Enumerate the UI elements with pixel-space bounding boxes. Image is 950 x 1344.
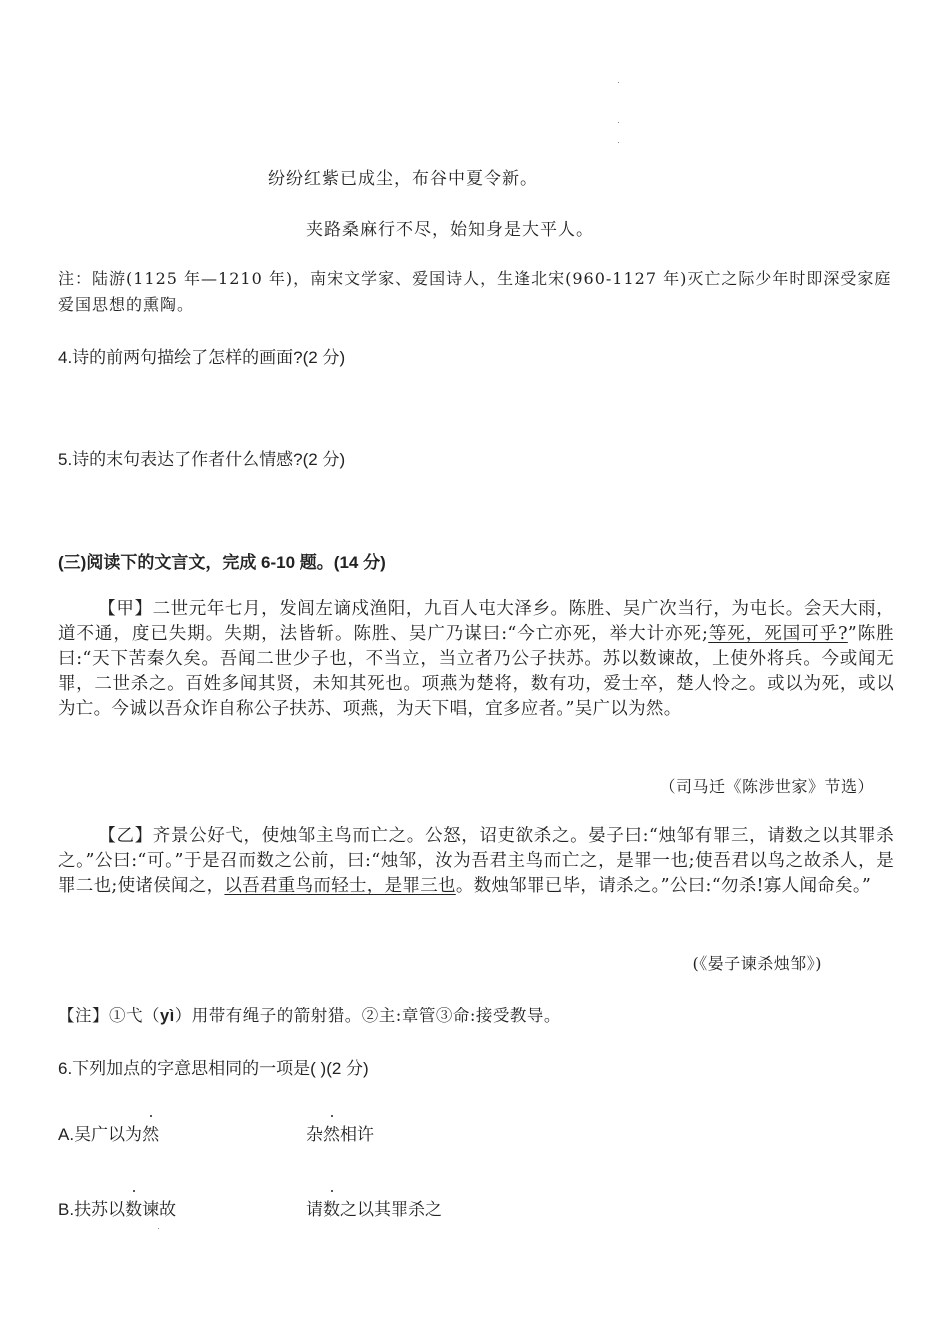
option-a-right-text-2: 相许 — [340, 1125, 374, 1144]
question-6: 6.下列加点的字意思相同的一项是( )(2 分) — [58, 1059, 369, 1078]
passage-yi — [58, 824, 894, 899]
option-a-left-text: 吴广以为 — [74, 1125, 143, 1144]
option-a[interactable] — [58, 1120, 159, 1145]
annotation-pinyin: yì — [160, 1007, 175, 1025]
passage-yi-underlined: 以吾君重鸟而轻士，是罪三也 — [224, 876, 456, 896]
scan-speck — [618, 142, 619, 143]
poem-line-1: 纷纷红紫已成尘，布谷中夏令新。 — [268, 169, 538, 189]
option-a-left-dotted-char: 然 — [142, 1120, 159, 1145]
poem-line-2: 夹路桑麻行不尽，始知身是大平人。 — [306, 220, 594, 240]
passage-jia-text-1: 【甲】二世元年七月，发闾左谪戍渔阳，九百人屯大泽乡。陈胜、吴广次当行，为屯长。会天大雨，道不通，度已失期。失期，法皆斩。陈胜、吴广乃谋曰:“今亡亦死，举大计亦死; — [58, 599, 894, 644]
option-a-right-text-1: 杂 — [306, 1125, 323, 1144]
option-b-right-text-2: 之以其罪杀之 — [340, 1200, 442, 1219]
option-b-label: B. — [58, 1200, 75, 1219]
annotation-suffix: ）用带有绳子的箭射猎。②主:章管③命:接受教导。 — [174, 1006, 561, 1025]
passage-yi-source: (《晏子谏杀烛邹》) — [692, 954, 822, 973]
passage-yi-text-2: 。数烛邹罪已毕，请杀之。”公曰:“勿杀!寡人闻命矣。” — [455, 876, 872, 896]
option-b-right-dotted-char: 数 — [323, 1195, 340, 1220]
option-b-left-dotted-char: 数 — [125, 1195, 142, 1220]
option-b-right-text-1: 请 — [306, 1200, 323, 1219]
option-a-right-dotted-char: 然 — [323, 1120, 340, 1145]
passage-jia — [58, 597, 894, 722]
option-a-right — [306, 1120, 374, 1145]
option-a-label: A. — [58, 1125, 75, 1144]
passage-jia-underlined: 等死，死国可乎? — [708, 624, 848, 644]
passage-jia-source: （司马迁《陈涉世家》节选） — [659, 777, 874, 796]
annotation — [58, 1002, 561, 1026]
question-4: 4.诗的前两句描绘了怎样的画面?(2 分) — [58, 348, 346, 367]
option-b[interactable] — [58, 1195, 176, 1220]
option-b-left-text-1: 扶苏以 — [74, 1200, 126, 1219]
section-3-heading: (三)阅读下的文言文，完成 6-10 题。(14 分) — [58, 553, 386, 572]
scan-speck — [158, 1228, 159, 1229]
passage-jia-text-2: ”陈胜曰:“天下苦秦久矣。吾闻二世少子也，不当立，当立者乃公子扶苏。苏以数谏故，上使外将兵。今或闻无罪，二世杀之。百姓多闻其贤，未知其死也。项燕为楚将，数有功，爱士卒，楚人怜之。或以为死，或以为亡。今诚以吾众诈自称公子扶苏、项燕，为天下唱，宜多应者。”吴广以为然。 — [58, 624, 894, 719]
annotation-prefix: 【注】①弋（ — [58, 1006, 160, 1025]
scan-speck — [618, 82, 619, 83]
scan-speck — [618, 122, 619, 123]
option-b-right — [306, 1195, 442, 1220]
option-b-left-text-2: 谏故 — [142, 1200, 177, 1219]
passage-yi-text-1: 【乙】齐景公好弋，使烛邹主鸟而亡之。公怒，诏吏欲杀之。晏子曰:“烛邹有罪三，请数之以其罪杀之。”公曰:“可。”于是召而数之公前，曰:“烛邹，汝为吾君主鸟而亡之，是罪一也;使吾君以鸟之故杀人，是罪二也;使诸侯闻之， — [58, 826, 894, 896]
question-5: 5.诗的末句表达了作者什么情感?(2 分) — [58, 450, 346, 469]
poem-note: 注：陆游(1125 年—1210 年)，南宋文学家、爱国诗人，生逢北宋(960-1127 年)灭亡之际少年时即深受家庭爱国思想的熏陶。 — [58, 269, 892, 314]
